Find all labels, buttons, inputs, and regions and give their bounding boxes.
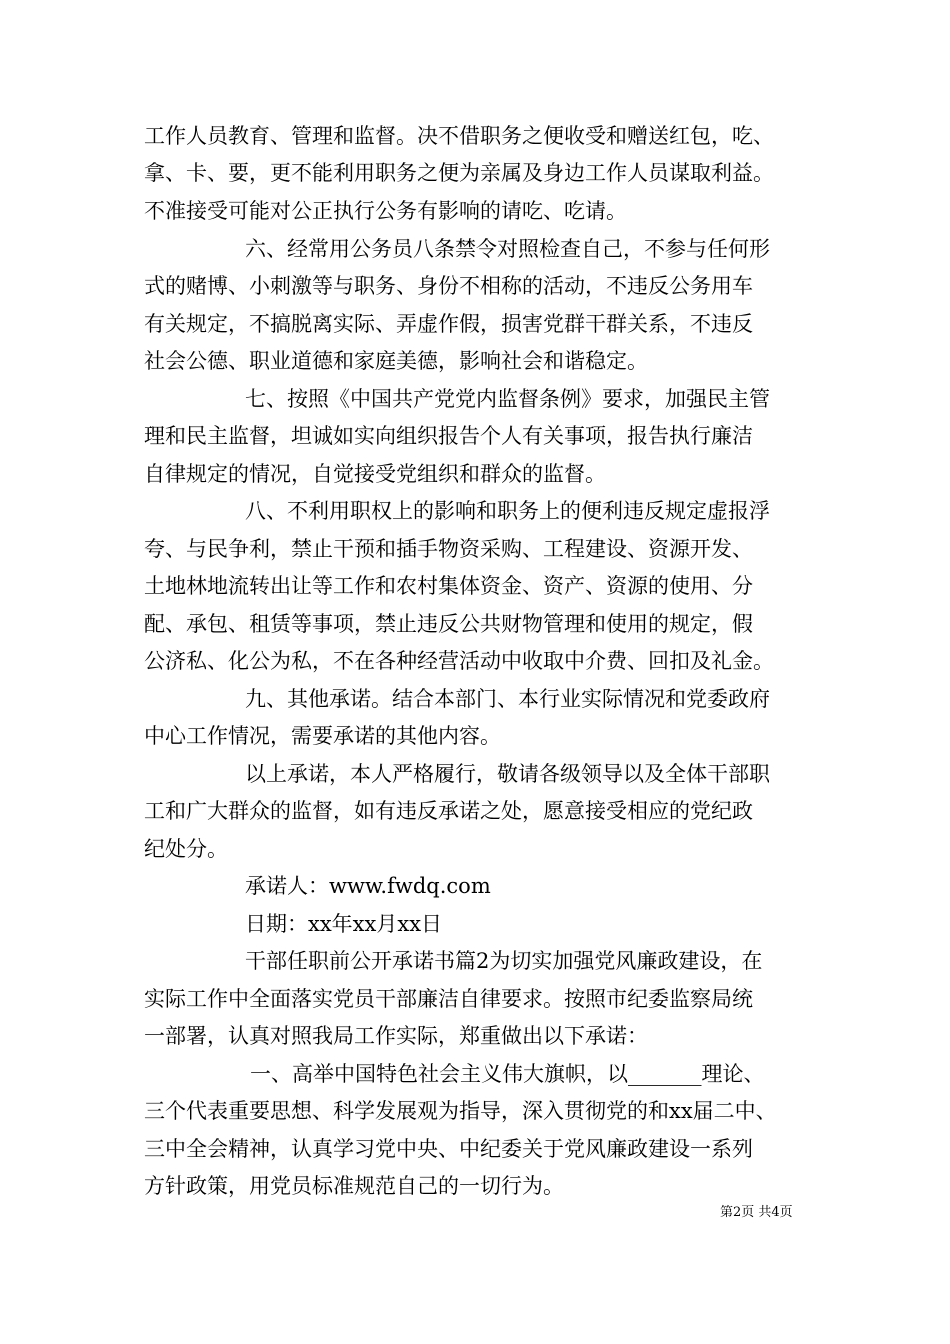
text-line: 方针政策，用党员标准规范自己的一切行为。 bbox=[144, 1174, 564, 1198]
text-line: 土地林地流转出让等工作和农村集体资金、资产、资源的使用、分 bbox=[144, 574, 753, 598]
text-line: 七、按照《中国共产党党内监督条例》要求，加强民主管 bbox=[245, 387, 770, 411]
text-line: 实际工作中全面落实党员干部廉洁自律要求。按照市纪委监察局统 bbox=[144, 987, 753, 1011]
text-line: 式的赌博、小刺激等与职务、身份不相称的活动，不违反公务用车 bbox=[144, 274, 753, 298]
text-line: 一部署，认真对照我局工作实际，郑重做出以下承诺： bbox=[144, 1024, 648, 1048]
date-line: 日期：xx年xx月xx日 bbox=[245, 912, 443, 936]
text-line: 社会公德、职业道德和家庭美德，影响社会和谐稳定。 bbox=[144, 349, 648, 373]
text-line: 纪处分。 bbox=[144, 837, 228, 861]
text-line: 不准接受可能对公正执行公务有影响的请吃、吃请。 bbox=[144, 199, 627, 223]
page-number-footer: 第2页 共4页 bbox=[720, 1205, 793, 1220]
text-line: 有关规定，不搞脱离实际、弄虚作假，损害党群干群关系，不违反 bbox=[144, 312, 753, 336]
text-line: 理和民主监督，坦诚如实向组织报告个人有关事项，报告执行廉洁 bbox=[144, 424, 753, 448]
signatory-line: 承诺人：www.fwdq.com bbox=[245, 874, 491, 898]
text-line: 三个代表重要思想、科学发展观为指导，深入贯彻党的和xx届二中、 bbox=[144, 1099, 777, 1123]
text-line: 一、高举中国特色社会主义伟大旗帜，以_______理论、 bbox=[250, 1062, 765, 1086]
text-line: 配、承包、租赁等事项，禁止违反公共财物管理和使用的规定，假 bbox=[144, 612, 753, 636]
text-line: 九、其他承诺。结合本部门、本行业实际情况和党委政府 bbox=[245, 687, 770, 711]
text-line: 工和广大群众的监督，如有违反承诺之处，愿意接受相应的党纪政 bbox=[144, 799, 753, 823]
text-line: 干部任职前公开承诺书篇2为切实加强党风廉政建设，在 bbox=[245, 949, 763, 973]
text-line: 三中全会精神，认真学习党中央、中纪委关于党风廉政建设一系列 bbox=[144, 1137, 753, 1161]
text-line: 工作人员教育、管理和监督。决不借职务之便收受和赠送红包，吃、 bbox=[144, 124, 774, 148]
text-line: 拿、卡、要，更不能利用职务之便为亲属及身边工作人员谋取利益。 bbox=[144, 161, 774, 185]
text-line: 六、经常用公务员八条禁令对照检查自己，不参与任何形 bbox=[245, 237, 770, 261]
text-line: 以上承诺，本人严格履行，敬请各级领导以及全体干部职 bbox=[245, 762, 770, 786]
text-line: 八、不利用职权上的影响和职务上的便利违反规定虚报浮 bbox=[245, 499, 770, 523]
text-line: 公济私、化公为私，不在各种经营活动中收取中介费、回扣及礼金。 bbox=[144, 649, 774, 673]
text-line: 中心工作情况，需要承诺的其他内容。 bbox=[144, 724, 501, 748]
text-line: 夸、与民争利，禁止干预和插手物资采购、工程建设、资源开发、 bbox=[144, 537, 753, 561]
text-line: 自律规定的情况，自觉接受党组织和群众的监督。 bbox=[144, 462, 606, 486]
